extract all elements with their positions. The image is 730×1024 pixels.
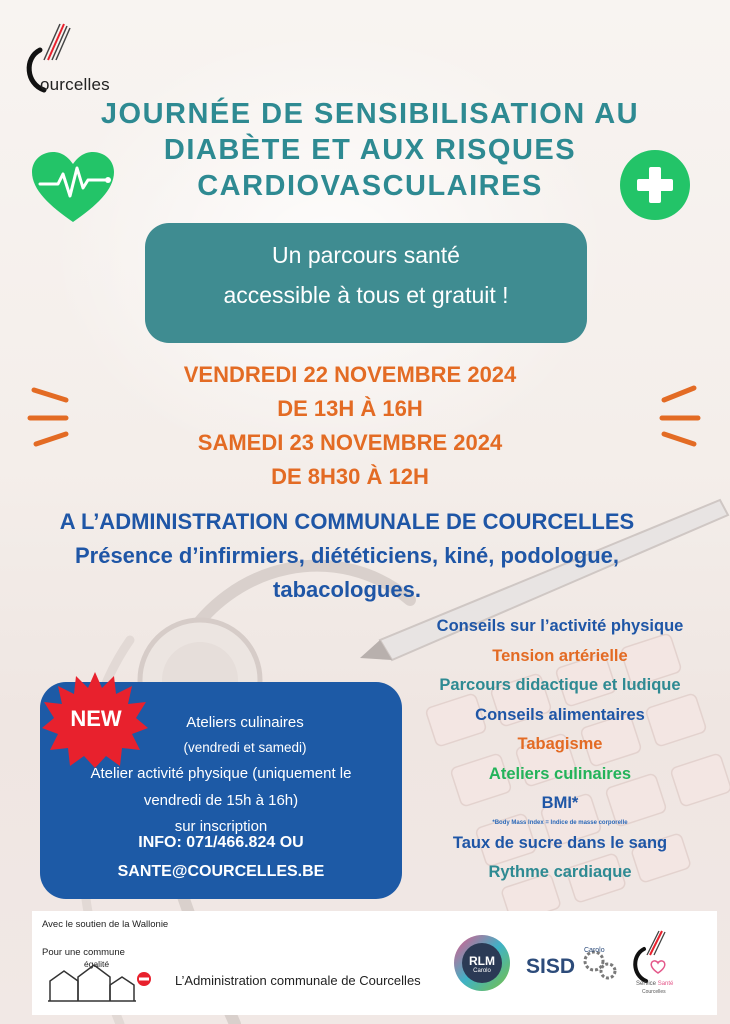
title-line-3: CARDIOVASCULAIRES [197, 170, 543, 202]
service-item: Tension artérielle [492, 646, 628, 665]
logo-text: ourcelles [40, 75, 110, 94]
page-title [40, 96, 700, 204]
service-item: Tabagisme [517, 735, 603, 753]
box-line-3: Atelier activité physique (uniquement le [90, 765, 352, 782]
title-line-2: DIABÈTE ET AUX RISQUES [163, 134, 577, 166]
service-item: Rythme cardiaque [488, 863, 632, 881]
venue-location: A L’ADMINISTRATION COMMUNALE DE COURCELLES [59, 509, 635, 534]
service-word: Service [636, 981, 657, 987]
admin-label: L’Administration communale de Courcelles [175, 973, 421, 988]
date-friday: VENDREDI 22 NOVEMBRE 2024 [183, 362, 517, 387]
time-friday: DE 13H À 16H [277, 396, 423, 421]
box-line-1: Ateliers culinaires [186, 714, 304, 731]
support-text: Avec le soutien de la Wallonie [42, 919, 169, 930]
service-item: Conseils sur l’activité physique [436, 617, 684, 635]
sisd-text: SISD [526, 955, 576, 978]
egalite-label: égalité [84, 959, 110, 969]
service-label [636, 981, 673, 987]
bmi-footnote: *Body Mass Index = Indice de masse corporelle [492, 819, 628, 826]
commune-egalite-logo [46, 959, 156, 1003]
venue-info [22, 505, 672, 607]
service-sante-logo [628, 929, 678, 985]
commune-label: Pour une commune [42, 947, 125, 958]
medical-plus-icon [620, 150, 690, 220]
box-line-5: sur inscription [174, 818, 268, 835]
highlight-line-1: Un parcours santé [272, 242, 460, 268]
time-saturday: DE 8H30 À 12H [271, 464, 429, 489]
box-line-2: (vendredi et samedi) [183, 740, 307, 755]
service-item: Parcours didactique et ludique [439, 676, 681, 694]
sante-word: Santé [657, 981, 674, 987]
box-email: SANTE@COURCELLES.BE [117, 863, 325, 880]
event-dates [90, 358, 610, 494]
date-saturday: SAMEDI 23 NOVEMBRE 2024 [197, 430, 503, 455]
accent-dashes-left [22, 378, 82, 458]
sisd-subtext: Carolo [584, 947, 605, 954]
services-list [410, 612, 710, 888]
presence-line-1: Présence d’infirmiers, diététiciens, kiné, podologue, [74, 543, 620, 568]
rlm-subtext: Carolo [473, 968, 491, 974]
heart-pulse-icon [30, 150, 116, 226]
new-badge-label: NEW [70, 706, 122, 731]
title-line-1: JOURNÉE DE SENSIBILISATION AU [100, 98, 640, 130]
service-item: Ateliers culinaires [488, 764, 632, 783]
rlm-text: RLM [469, 954, 495, 968]
box-phone: INFO: 071/466.824 OU [138, 834, 304, 851]
service-item: BMI* [541, 794, 579, 812]
service-item: Conseils alimentaires [475, 705, 645, 724]
presence-line-2: tabacologues. [273, 577, 421, 602]
box-line-4: vendredi de 15h à 16h) [143, 792, 299, 809]
accent-dashes-right [648, 378, 708, 458]
service-item: Taux de sucre dans le sang [452, 833, 668, 852]
footer-partners [32, 911, 717, 1015]
highlight-line-2: accessible à tous et gratuit ! [223, 282, 509, 308]
highlight-banner [145, 223, 587, 343]
courcelles-small: Courcelles [642, 989, 666, 995]
